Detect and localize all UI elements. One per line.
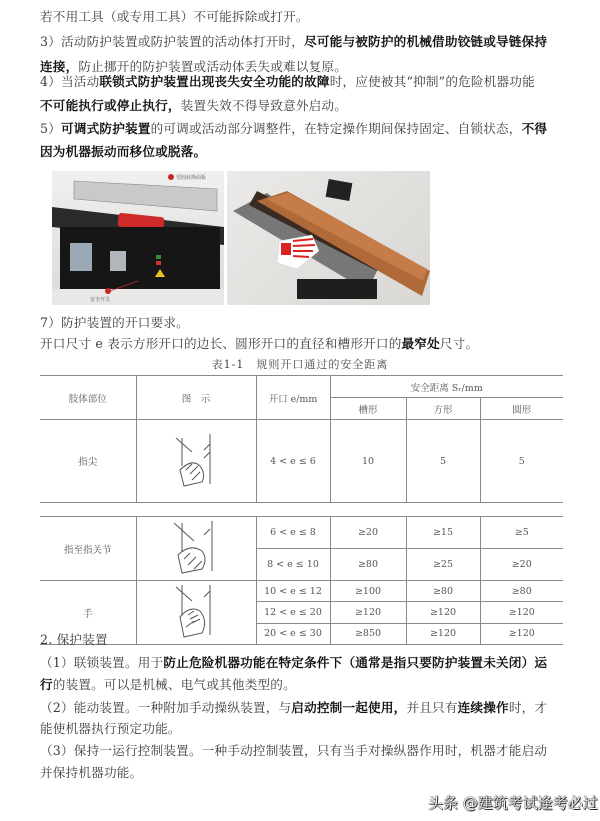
safety-distance-table: [40, 375, 563, 645]
slot-cell: ≥850: [330, 623, 406, 644]
illustration-cell: [136, 420, 256, 503]
opening-cell: 12 < e ≤ 20: [256, 602, 330, 623]
illustration-cell: [136, 517, 256, 581]
header-round: 圆形: [480, 398, 563, 420]
emphasis-text: 不得: [521, 121, 548, 136]
push-block-photo: [227, 171, 430, 305]
slot-cell: ≥100: [330, 581, 406, 602]
text-line: [40, 762, 570, 783]
wood-board-illustration: [227, 171, 430, 305]
finger-knuckle-diagram-icon: [166, 517, 226, 577]
slot-cell: ≥80: [330, 549, 406, 581]
square-cell: ≥120: [406, 602, 480, 623]
emphasis-text: 连接，: [40, 59, 79, 74]
body-text: 能使机器执行预定功能。: [40, 721, 181, 736]
header-safety-distance: 安全距离 Sᵣ/mm: [330, 376, 563, 398]
emphasis-text: 不可能执行或停止执行，: [40, 98, 181, 113]
body-text: 7）防护装置的开口要求。: [40, 315, 189, 330]
text-line: [40, 674, 570, 695]
slot-cell: ≥120: [330, 602, 406, 623]
table-row: [40, 420, 563, 503]
round-cell: 5: [480, 420, 563, 503]
text-line: [40, 118, 570, 139]
emphasis-text: 启动控制一起使用，: [291, 700, 407, 715]
text-line: [40, 740, 570, 761]
body-text: 4）当活动: [40, 74, 100, 89]
square-cell: ≥15: [406, 517, 480, 549]
opening-cell: 20 < e ≤ 30: [256, 623, 330, 644]
body-text: 开口尺寸 e 表示方形开口的边长、圆形开口的直径和槽形开口的: [40, 336, 402, 351]
body-text: 时，应使被其“抑制”的危险机器功能: [329, 74, 535, 89]
square-cell: ≥25: [406, 549, 480, 581]
text-line: [40, 31, 570, 52]
text-line: [40, 697, 570, 718]
opening-cell: 8 < e ≤ 10: [256, 549, 330, 581]
round-cell: ≥120: [480, 602, 563, 623]
body-text: （2）能动装置。一种附加手动操纵装置，与: [40, 700, 292, 715]
section-heading: [40, 629, 570, 650]
emphasis-text: 行: [40, 677, 53, 692]
text-line: [40, 141, 570, 162]
body-text: 并保持机器功能。: [40, 765, 143, 780]
body-text: 的可调或活动部分调整件，在特定操作期间保持固定、自锁状态，: [150, 121, 522, 136]
text-line: [40, 71, 570, 92]
body-part-cell: 手: [40, 581, 136, 645]
table-row: [40, 581, 563, 602]
opening-cell: 6 < e ≤ 8: [256, 517, 330, 549]
slot-cell: ≥20: [330, 517, 406, 549]
text-line: [40, 718, 570, 739]
body-text: 尺寸。: [439, 336, 479, 351]
text-line: [40, 333, 570, 354]
round-cell: ≥120: [480, 623, 563, 644]
text-line: [40, 312, 570, 333]
body-text: 装置失效不得导致意外启动。: [180, 98, 348, 113]
header-opening: 开口 e/mm: [256, 376, 330, 420]
emphasis-text: 因为机器振动而移位或脱落。: [40, 144, 207, 159]
photo-label: 望固转换面板: [176, 175, 207, 181]
table-row: [40, 517, 563, 549]
header-slot: 槽形: [330, 398, 406, 420]
header-square: 方形: [406, 398, 480, 420]
slot-cell: 10: [330, 420, 406, 503]
body-text: （3）保持一运行控制装置。一种手动控制装置，只有当手对操纵器作用时，机器才能启动: [40, 743, 548, 758]
square-cell: 5: [406, 420, 480, 503]
body-text: 并且只有: [406, 700, 458, 715]
round-cell: ≥20: [480, 549, 563, 581]
photo-pair: [52, 171, 430, 305]
square-cell: ≥120: [406, 623, 480, 644]
body-text: 若不用工具（或专用工具）不可能拆除或打开。: [40, 9, 309, 24]
photo-label: 安全开关: [90, 297, 111, 303]
body-part-cell: 指尖: [40, 420, 136, 503]
body-text: 的装置。可以是机械、电气或其他类型的。: [52, 677, 296, 692]
body-text: 5）: [40, 121, 62, 136]
round-cell: ≥5: [480, 517, 563, 549]
emphasis-text: 可调式防护装置: [61, 121, 151, 136]
body-text: 时，才: [508, 700, 548, 715]
table-spacer-row: [40, 503, 563, 517]
jointer-machine-illustration: [52, 171, 224, 305]
emphasis-text: 联锁式防护装置出现丧失安全功能的故障: [99, 74, 330, 89]
opening-cell: 10 < e ≤ 12: [256, 581, 330, 602]
fingertip-diagram-icon: [166, 430, 226, 490]
emphasis-text: 防止危险机器功能在特定条件下（通常是指只要防护装置未关闭）运: [163, 655, 548, 670]
text-line: [40, 652, 570, 673]
body-text: 防止挪开的防护装置或活动体丢失或难以复原。: [78, 59, 348, 74]
opening-cell: 4 < e ≤ 6: [256, 420, 330, 503]
round-cell: ≥80: [480, 581, 563, 602]
emphasis-text: 连续操作: [457, 700, 509, 715]
square-cell: ≥80: [406, 581, 480, 602]
emphasis-text: 最窄处: [401, 336, 440, 351]
table-caption: 表1-1 规则开口通过的安全距离: [211, 358, 389, 371]
body-part-cell: 指至指关节: [40, 517, 136, 581]
body-text: 3）活动防护装置或防护装置的活动体打开时，: [40, 34, 305, 49]
header-illustration: 图 示: [136, 376, 256, 420]
body-text: （1）联锁装置。用于: [40, 655, 164, 670]
text-line: [40, 95, 570, 116]
body-text: 2. 保护装置: [40, 632, 108, 647]
jointer-machine-photo: [52, 171, 224, 305]
watermark: 头条 @建筑考试逢考必过: [428, 794, 598, 812]
text-line: [40, 6, 570, 27]
header-body-part: 肢体部位: [40, 376, 136, 420]
emphasis-text: 尽可能与被防护的机械借助铰链或导链保持: [304, 34, 548, 49]
